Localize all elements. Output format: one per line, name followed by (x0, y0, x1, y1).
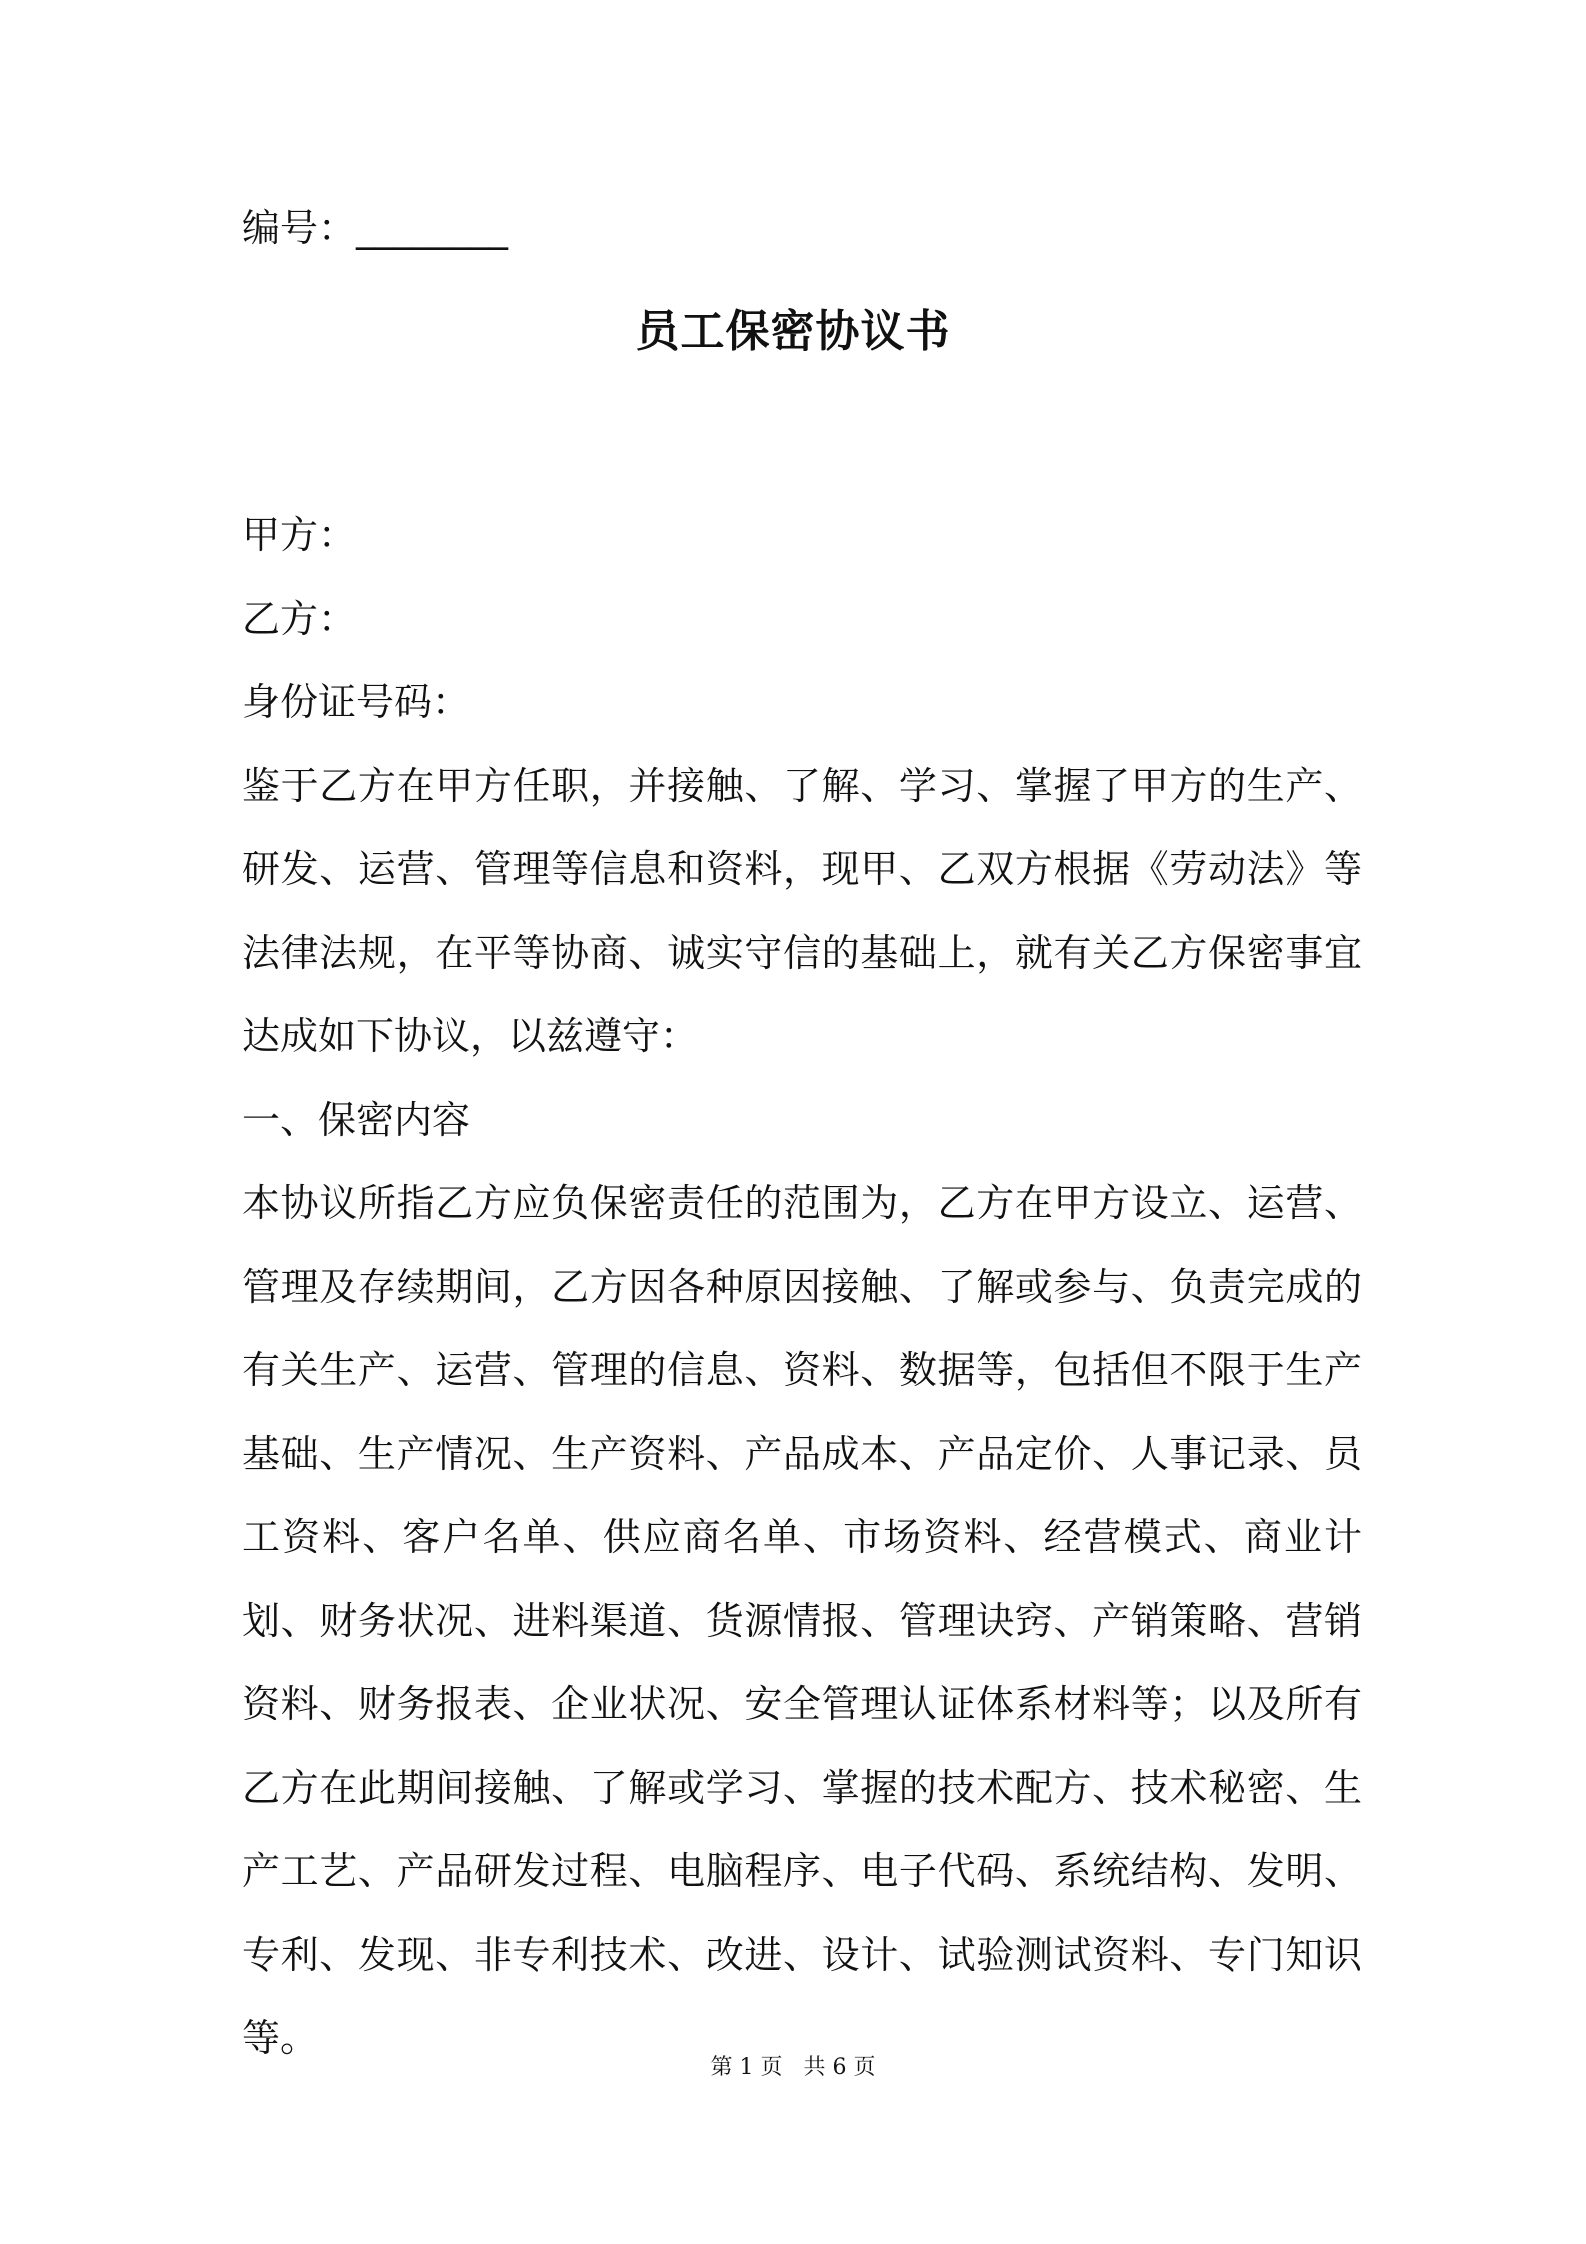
party-b-line: 乙方： (242, 596, 357, 641)
section-body-paragraph: 本协议所指乙方应负保密责任的范围为，乙方在甲方设立、运营、管理及存续期间，乙方因各种原因接触、了解或参与、负责完成的有关生产、运营、管理的信息、资料、数据等，包括但不限于生产基础、生产情况、生产资料、产品成本、产品定价、人事记录、员工资料、客户名单、供应商名单、市场资料、经营模式、商业计划、财务状况、进料渠道、货源情报、管理诀窍、产销策略、营销资料、财务报表、企业状况、安全管理认证体系材料等；以及所有乙方在此期间接触、了解或学习、掌握的技术配方、技术秘密、生产工艺、产品研发过程、电脑程序、电子代码、系统结构、发明、专利、发现、非专利技术、改进、设计、试验测试资料、专门知识等。 (242, 1181, 1362, 2060)
party-a-line: 甲方： (242, 513, 357, 557)
preamble-paragraph: 鉴于乙方在甲方任职，并接触、了解、学习、掌握了甲方的生产、研发、运营、管理等信息和资料，现甲、乙双方根据《劳动法》等法律法规，在平等协商、诚实守信的基础上，就有关乙方保密事宜达成如下协议，以兹遵守： (242, 763, 1362, 1058)
document-body (242, 494, 1362, 2081)
document-number-label: 编号：________ (242, 206, 509, 250)
document-title: 员工保密协议书 (635, 306, 951, 357)
section-heading: 一、保密内容 (242, 1097, 471, 1142)
page-footer: 第 1 页 共 6 页 (710, 2055, 876, 2080)
id-number-line: 身份证号码： (242, 680, 471, 724)
